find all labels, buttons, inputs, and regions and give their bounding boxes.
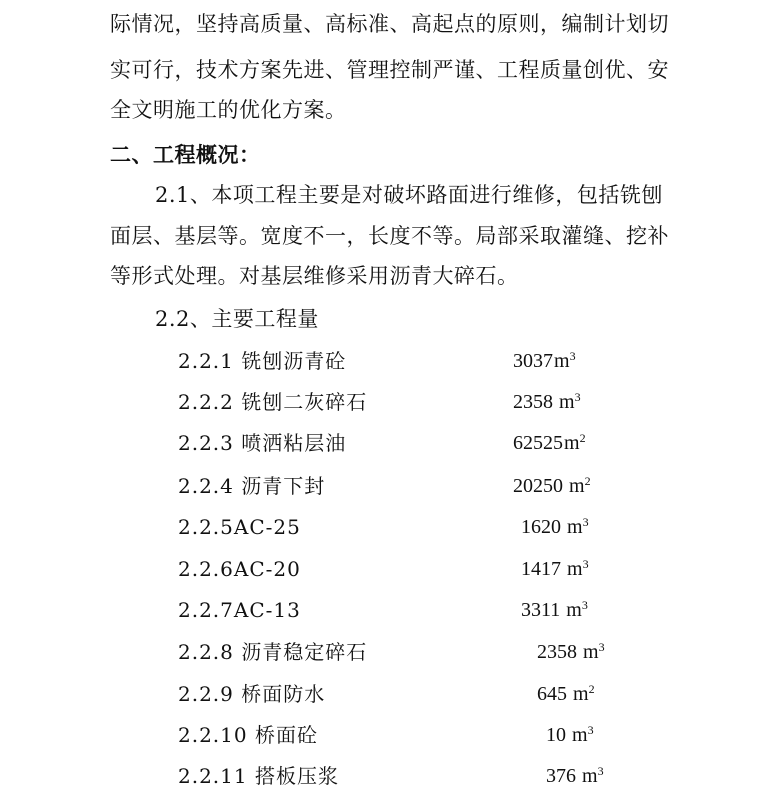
unit-exponent: 3 (581, 598, 588, 612)
quantity-number: 1620 (521, 516, 561, 538)
quantity-item-label: 2.2.7AC-13 (178, 598, 301, 622)
unit-exponent: 3 (574, 390, 581, 404)
unit-exponent: 3 (582, 515, 589, 529)
quantity-item-label: 2.2.8 沥青稳定碎石 (178, 640, 368, 664)
quantity-value (546, 721, 594, 749)
quantity-value (537, 638, 605, 666)
unit-exponent: 3 (598, 640, 605, 654)
quantity-unit: m (554, 350, 570, 372)
quantity-number: 645 (537, 683, 567, 705)
quantity-value (513, 429, 586, 457)
quantity-item-label: 2.2.10 桥面砼 (178, 723, 318, 747)
quantity-item-label: 2.2.1 铣刨沥青砼 (178, 349, 347, 373)
paragraph-line: 面层、基层等。宽度不一，长度不等。局部采取灌缝、挖补 (110, 224, 669, 248)
quantity-number: 2358 (537, 641, 577, 663)
quantity-unit: m (568, 683, 589, 705)
subsection-heading: 2.2、主要工程量 (155, 307, 319, 331)
quantity-unit: m (567, 724, 588, 746)
quantity-value (513, 388, 581, 416)
unit-exponent: 3 (582, 557, 589, 571)
quantity-number: 2358 (513, 391, 553, 413)
paragraph-line: 际情况，坚持高质量、高标准、高起点的原则，编制计划切 (110, 12, 669, 36)
quantity-unit: m (562, 516, 583, 538)
quantity-value (521, 513, 589, 541)
quantity-number: 20250 (513, 475, 563, 497)
quantity-number: 1417 (521, 558, 561, 580)
unit-exponent: 3 (597, 764, 604, 778)
quantity-unit: m (578, 641, 599, 663)
unit-exponent: 2 (588, 682, 595, 696)
quantity-number: 3037 (513, 350, 553, 372)
unit-exponent: 3 (587, 723, 594, 737)
quantity-unit: m (577, 765, 598, 787)
quantity-number: 10 (546, 724, 566, 746)
quantity-value (546, 762, 604, 790)
quantity-number: 62525 (513, 432, 563, 454)
quantity-value (513, 472, 591, 500)
quantity-unit: m (564, 475, 585, 497)
unit-exponent: 2 (579, 431, 586, 445)
quantity-number: 376 (546, 765, 576, 787)
quantity-item-label: 2.2.2 铣刨二灰碎石 (178, 390, 368, 414)
quantity-unit: m (564, 432, 580, 454)
paragraph-line: 2.1、本项工程主要是对破坏路面进行维修，包括铣刨 (155, 183, 663, 207)
unit-exponent: 3 (569, 349, 576, 363)
quantity-item-label: 2.2.11 搭板压浆 (178, 764, 339, 788)
quantity-item-label: 2.2.5AC-25 (178, 515, 301, 539)
quantity-unit: m (562, 558, 583, 580)
quantity-item-label: 2.2.3 喷洒粘层油 (178, 431, 347, 455)
quantity-unit: m (554, 391, 575, 413)
quantity-value (521, 555, 589, 583)
quantity-value (537, 680, 595, 708)
quantity-item-label: 2.2.4 沥青下封 (178, 474, 326, 498)
quantity-unit: m (561, 599, 582, 621)
quantity-item-label: 2.2.6AC-20 (178, 557, 301, 581)
section-heading: 二、工程概况： (110, 143, 261, 167)
paragraph-line: 全文明施工的优化方案。 (110, 98, 347, 122)
paragraph-line: 实可行，技术方案先进、管理控制严谨、工程质量创优、安 (110, 58, 669, 82)
unit-exponent: 2 (584, 474, 591, 488)
quantity-value (521, 596, 588, 624)
quantity-item-label: 2.2.9 桥面防水 (178, 682, 326, 706)
paragraph-line: 等形式处理。对基层维修采用沥青大碎石。 (110, 264, 519, 288)
quantity-value (513, 347, 576, 375)
quantity-number: 3311 (521, 599, 561, 621)
